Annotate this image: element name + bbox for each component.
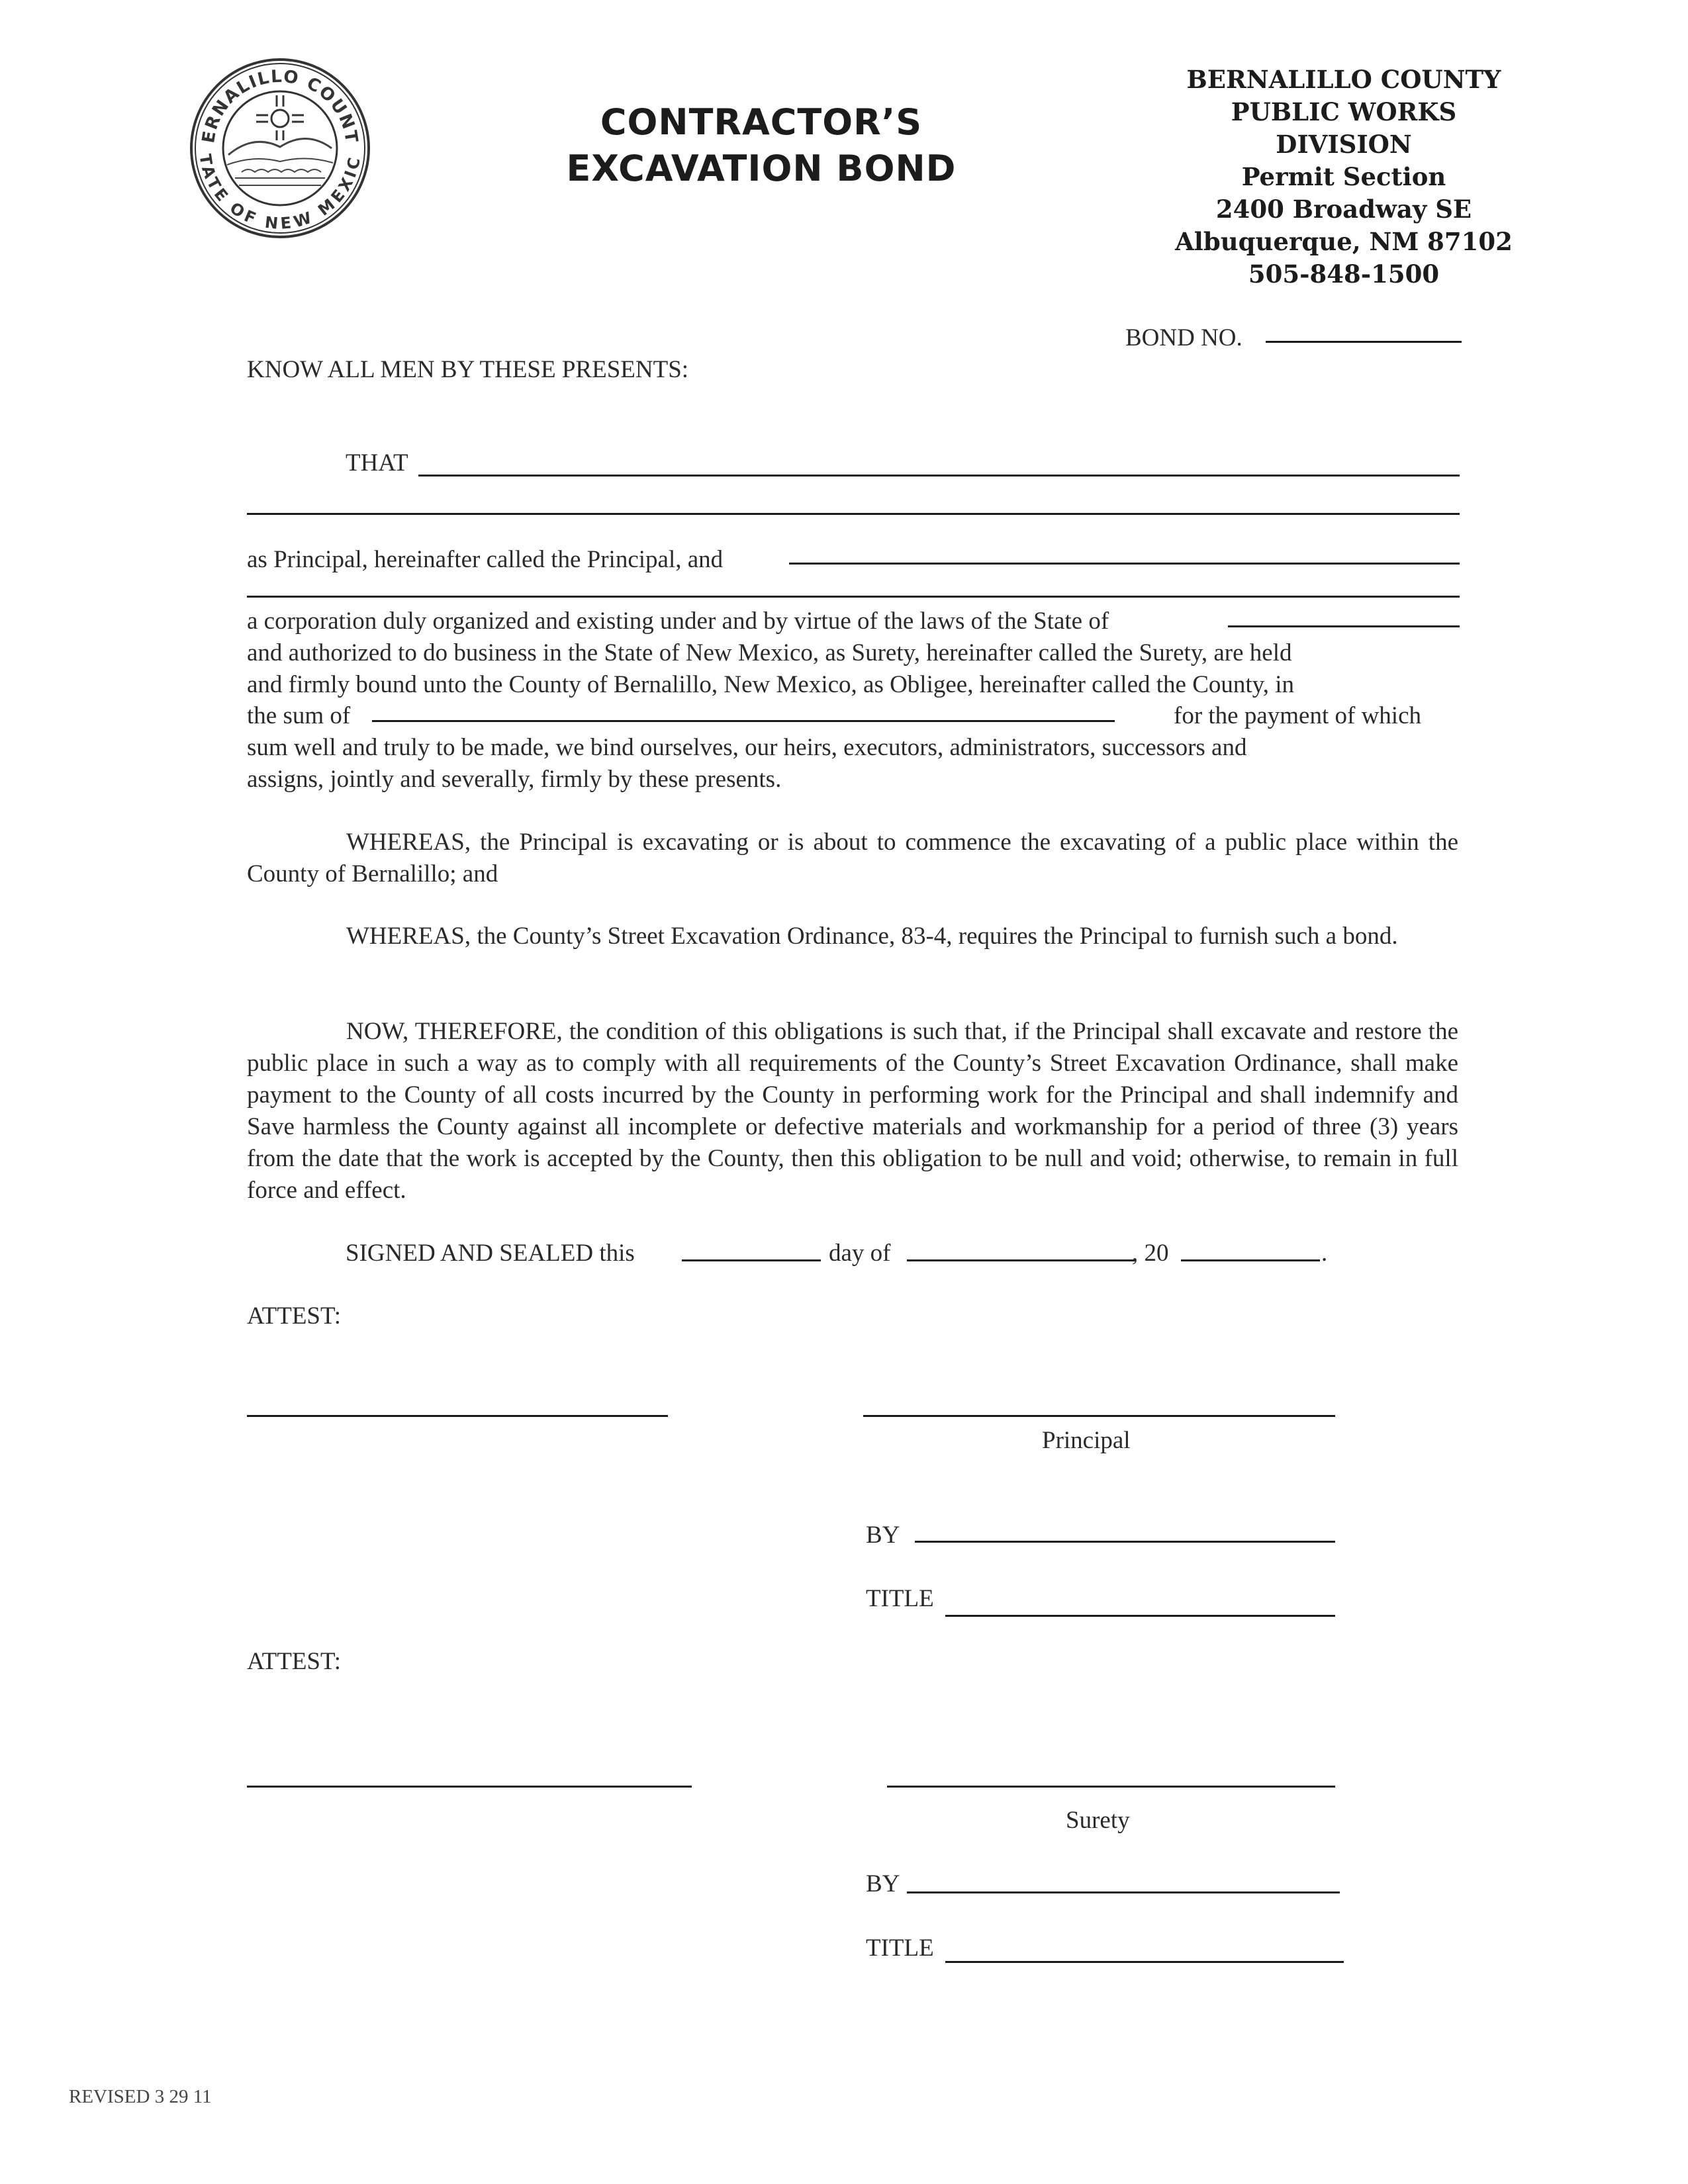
whereas-paragraph-2: WHEREAS, the County’s Street Excavation Ordinance, 83-4, requires the Principal to furnish such a bond. — [346, 923, 1398, 950]
title-line-2: EXCAVATION BOND — [566, 148, 957, 189]
attest-label-1: ATTEST: — [247, 1302, 342, 1330]
principal-signature-field[interactable] — [863, 1415, 1335, 1417]
principal-by-label: BY — [866, 1522, 900, 1549]
agency-division: PUBLIC WORKS DIVISION — [1231, 97, 1457, 159]
principal-text: as Principal, hereinafter called the Principal, and — [247, 546, 724, 573]
surety-title-label: TITLE — [866, 1934, 934, 1962]
now-therefore-paragraph: NOW, THEREFORE, the condition of this obligations is such that, if the Principal shall excavate and restore the public place in such a way as to comply with all requirements of the County’s Street Excavation Ordinance, shall make payment to the County of all costs incurred by the County in performing work for the Principal and shall indemnify and Save harmless the County against all incomplete or defective materials and workmanship for a period of three (3) years from the date that the work is accepted by the County, then this obligation to be null and void; otherwise, to remain in full force and effect. — [247, 1018, 1458, 1204]
county-seal — [187, 56, 373, 241]
sum-amount-field[interactable] — [372, 720, 1115, 722]
seal-ring-bottom-text: TATE OF NEW MEXIC — [195, 152, 365, 234]
agency-city: Albuquerque, NM 87102 — [1175, 227, 1513, 256]
surety-name-field-line-2[interactable] — [247, 596, 1460, 598]
bond-no-field[interactable] — [1266, 341, 1462, 343]
agency-section: Permit Section — [1241, 162, 1446, 191]
signed-month-field[interactable] — [907, 1259, 1136, 1261]
attest-label-2: ATTEST: — [247, 1648, 342, 1675]
surety-by-field[interactable] — [907, 1891, 1340, 1893]
agency-header — [1165, 64, 1523, 291]
signed-day-field[interactable] — [682, 1259, 821, 1261]
surety-label: Surety — [1066, 1807, 1130, 1834]
state-field[interactable] — [1228, 625, 1460, 627]
document-title — [516, 99, 1006, 192]
year-suffix: . — [1321, 1240, 1328, 1267]
corp-text-line-1: a corporation duly organized and existing under and by virtue of the laws of the State of — [247, 608, 1109, 635]
revised-date: REVISED 3 29 11 — [69, 2086, 212, 2107]
whereas-paragraph-1: WHEREAS, the Principal is excavating or is about to commence the excavating of a public place within the County of Bernalillo; and — [247, 829, 1458, 887]
that-label: THAT — [346, 449, 408, 477]
surety-name-field[interactable] — [789, 563, 1460, 565]
corp-text-line-2: and authorized to do business in the State of New Mexico, as Surety, hereinafter called the Surety, are held — [247, 639, 1292, 666]
surety-title-field[interactable] — [945, 1961, 1344, 1963]
corp-text-line-5: sum well and truly to be made, we bind ourselves, our heirs, executors, administrators, successors and — [247, 734, 1247, 761]
sum-of-label: the sum of — [247, 702, 351, 729]
agency-phone: 505-848-1500 — [1248, 259, 1440, 289]
seal-graphic — [187, 56, 373, 241]
bond-no-label: BOND NO. — [1125, 324, 1243, 351]
principal-name-field-line-2[interactable] — [247, 513, 1460, 515]
principal-label: Principal — [1042, 1427, 1131, 1454]
corp-text-line-6: assigns, jointly and severally, firmly by these presents. — [247, 766, 782, 793]
surety-signature-field[interactable] — [887, 1786, 1335, 1788]
agency-name: BERNALILLO COUNTY — [1186, 65, 1501, 94]
corp-text-line-3: and firmly bound unto the County of Bernalillo, New Mexico, as Obligee, hereinafter called the County, in — [247, 671, 1295, 698]
title-line-1: CONTRACTOR’S — [600, 101, 923, 143]
year-prefix-label: , 20 — [1132, 1240, 1169, 1267]
principal-name-field[interactable] — [418, 475, 1460, 477]
agency-street: 2400 Broadway SE — [1215, 195, 1472, 224]
attest-signature-field-2[interactable] — [247, 1786, 692, 1788]
seal-ring-top-text: ERNALILLO COUNT — [199, 66, 362, 146]
principal-by-field[interactable] — [915, 1541, 1335, 1543]
attest-signature-field-1[interactable] — [247, 1415, 668, 1417]
principal-title-label: TITLE — [866, 1585, 934, 1612]
principal-title-field[interactable] — [945, 1615, 1335, 1617]
surety-by-label: BY — [866, 1870, 900, 1897]
know-all-heading: KNOW ALL MEN BY THESE PRESENTS: — [247, 356, 689, 383]
payment-of-which-text: for the payment of which — [1174, 702, 1421, 729]
day-of-label: day of — [829, 1240, 891, 1267]
signed-sealed-label: SIGNED AND SEALED this — [346, 1240, 635, 1267]
signed-year-field[interactable] — [1181, 1259, 1320, 1261]
